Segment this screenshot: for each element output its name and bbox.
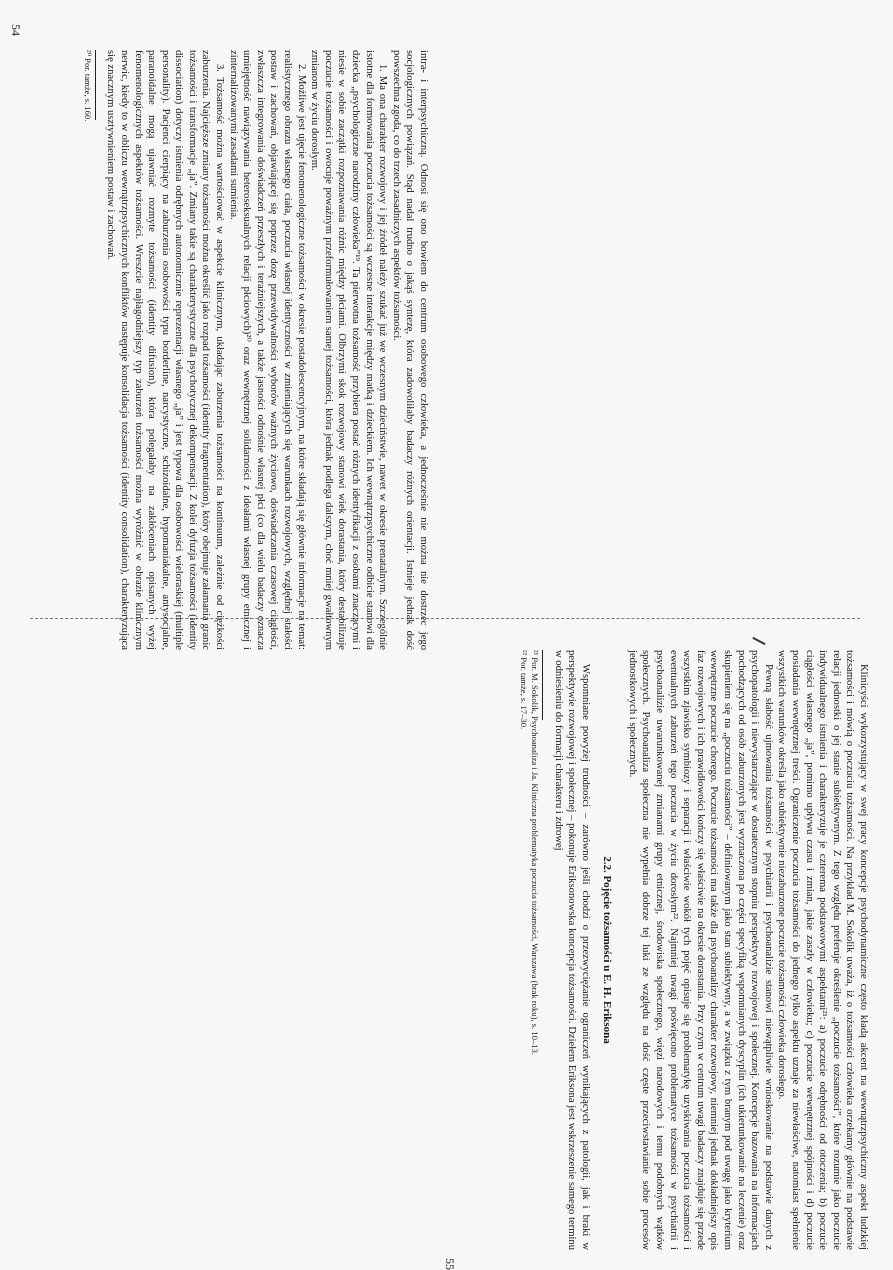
right-paragraph-2: Pewną słabość ujmowania tożsamości w psychiatrii i psychoanalizie stanowi niewątpliwie wnioskowanie na podstawie danych z psychopatologii i niewystarczające w dostatecznym stopniu perspektywy rozwojowej i społecznej. Koncepcje bazowania na informacjach pochodzących od osób zaburzonych jest wyznaczona po części specyfiką wspomnianych dyscyplin (ich ukierunkowanie na leczenie) oraz skupieniem się na „poczuciu tożsamości” – definiowanym jako stan subiektywny, a w związku z tym branym pod uwagę jako kryterium wewnętrzne poczucie chorego. Poczucie tożsamości ma także dla psychoanalizy charakter rozwojowy, niemniej jednak dokładniejszy opis faz rozwojowych i ich prawidłowości kończy się właściwie na okresie dorastania. Przy czym w centrum uwagi badaczy znajduje się przede wszystkim zjawisko symbiozy i separacji i właściwie wokół tych pojęć opisuje się problematykę uzyskiwania poczucia tożsamości i ewentualnych zaburzeń tego poczucia w życiu dorosłym²². Najmniej uwagi poświęcono problematyce tożsamości w psychiatrii i psychoanalizie uwarunkowanej zmianami grupy etnicznej, środowiska społecznego, więzi narodowych i temu podobnych wątków społecznych. Psychoanaliza społeczna nie wypełnia dobrze tej luki ze względu na dość częste przeciwstawianie sobie procesów jednostkowych i społecznych. (626, 650, 774, 1250)
footnote-rule (542, 650, 543, 720)
footnote-rule (95, 50, 96, 120)
right-page (442, 650, 870, 1270)
right-section-paragraph-1: Wspomniane powyżej trudności – zarówno jeśli chodzi o przezwyciężanie ograniczeń wynikających z patologii, jak i braki w perspektywie rozwojowej i społecznej – pokonuje Eriksonowska koncepcja tożsamości. Dziełem Eriksona jest wskrzeszenie samego terminu w odniesieniu do formacji charakteru i zdrowej (552, 650, 591, 1250)
page-number-right: 55 (442, 1258, 457, 1270)
left-paragraph-4: 3. Tożsamość można wartościować w aspekcie klinicznym, układając zaburzenia tożsamości na kontinuum, zależnie od ciężkości zaburzenia. Najcięższe zmiany tożsamości można określić jako rozpad tożsamości (identity fragmentation), który obejmuje załamania granic tożsamości i transformacje „ja”. Zmiany takie są charakterystyczne dla psychotycznej dekompensacji. Z kolei dyfuzja tożsamości (identity dissociation) dotyczy istnienia odrębnych autonomicznie reprezentacji własnego „ja” i jest typowa dla osobowości wieloraskiej (multiple personality). Pacjenci cierpiący na zaburzenia osobowości typu borderline, narcystyczne, schizoidalne, hypomaniakalne, antysocjalne, paranoidalne mogą ujawniać rozmyte tożsamości (identity difusion), która polegałaby na zakłóceniach opisanych wyżej fenomenologicznych aspektów tożsamości. Wreszcie najłagodniejszy typ zaburzeń tożsamości można wyróżnić w obrazie klinicznym nerwic, kiedy to w obliczu wewnątrzpsychicznych konfliktów następuje konsolidacja tożsamości (identity consolidation), charakteryzująca się znacznym usztywnieniem postaw i zachowań. (105, 50, 226, 650)
footnote-21: ²¹ Por. M. Sokolik, Psychoanaliza i Ja. Kliniczna problematyka poczucia tożsamości, Warszawa (brak roku), s. 10–13. (529, 650, 540, 1056)
left-footnotes (82, 50, 96, 650)
page-number-left: 54 (8, 24, 23, 36)
scan-mark (752, 637, 765, 645)
right-footnotes (518, 650, 543, 1250)
left-page (8, 24, 430, 650)
footnote-22: ²² Por. tamże, s. 17–30. (518, 650, 529, 730)
left-paragraph-1: intra- i interpsychiczną. Odnosi się ono bowiem do centrum osobowego człowieka, a jednocześnie nie można nie dostrzec jego socjologicznych powiązań. Stąd nadal trudno o jakąś syntezę, która zadowoliłaby badaczy różnych orientacji. Istnieje jednak dość powszechna zgoda, co do trzech zasadniczych aspektów tożsamości. (390, 50, 429, 650)
footnote-20: ²⁰ Por. tamże, s. 160. (82, 50, 93, 122)
left-paragraph-3: 2. Możliwe jest ujęcie fenomenologiczne tożsamości w okresie postadolescencyjnym, na które składają się głównie informacje na temat: realistycznego obrazu własnego ciała, poczucia własnej identyczności w zmieniających się warunkach rozwojowych, względnej stałości postaw i zachowań, objawiającej się poprzez dozę przewidywalności wyborów ważnych życiowo, doświadczania czasowej ciągłości, zwłaszcza integrowania doświadczeń przeszłych i teraźniejszych, a także jasności odnośnie własnej płci (co dla wielu badaczy oznacza umiejętność nawiązywania heteroseksualnych relacji płciowych)²⁰ oraz wewnętrznej solidarności z ideałami własnej grupy etnicznej i zinternalizowanymi zasadami sumienia. (227, 50, 307, 650)
section-heading: 2.2. Pojęcie tożsamości u E. H. Eriksona (601, 856, 614, 1044)
right-paragraph-1: Klinicyści wykorzystujący w swej pracy koncepcje psychodynamiczne często kładą akcent na wewnątrzpsychiczny aspekt ludzkiej tożsamości i mówią o poczuciu tożsamości. Na przykład M. Sokolik uważa, iż o tożsamości człowieka orzekamy głównie na podstawie relacji jednostki o jej stanie subiektywnym. Z tego względu preferuje określenie „poczucie tożsamości”, które rozumie jako poczucie indywidualnego istnienia i charakteryzuje je czterema podstawowymi aspektami²¹: a) poczucie odrębności od otoczenia; b) poczucie ciągłości własnego „ja”, pomimo upływu czasu i zmian, jakie zaszły w człowieku; c) poczucie wewnętrznej spójności i d) poczucie posiadania wewnętrznej treści. Ograniczenie poczucia tożsamości do jednego tylko aspektu uznaje za niewłaściwe, natomiast spełnienie wszystkich warunków określa jako subiektywnie niezaburzone poczucie tożsamości człowieka dorosłego. (776, 650, 869, 1250)
left-paragraph-2: 1. Ma ona charakter rozwojowy i jej źródeł należy szukać już we wczesnym dzieciństwie, nawet w okresie prenatalnym. Szczególnie istotne dla formowania poczucia tożsamości są wczesne interakcje między matką i dzieckiem. Ich wewnątrzpsychiczne odbicie stanowi dla dziecka „psychologiczne narodziny człowieka”¹⁹. Ta pierwotna tożsamość przybiera postać różnych identyfikacji z osobami znaczącymi i niesie w sobie zaczątki rozpoznawania różnic między płciami. Olbrzymi skok rozwojowy stanowi wiek dorastania, który destabilizuje poczucie tożsamości i owocuje poważnym przeformułowaniem samej tożsamości, która jednak podlega dalszym, choć mniej gwałtownym zmianom w życiu dorosłym. (309, 50, 389, 650)
